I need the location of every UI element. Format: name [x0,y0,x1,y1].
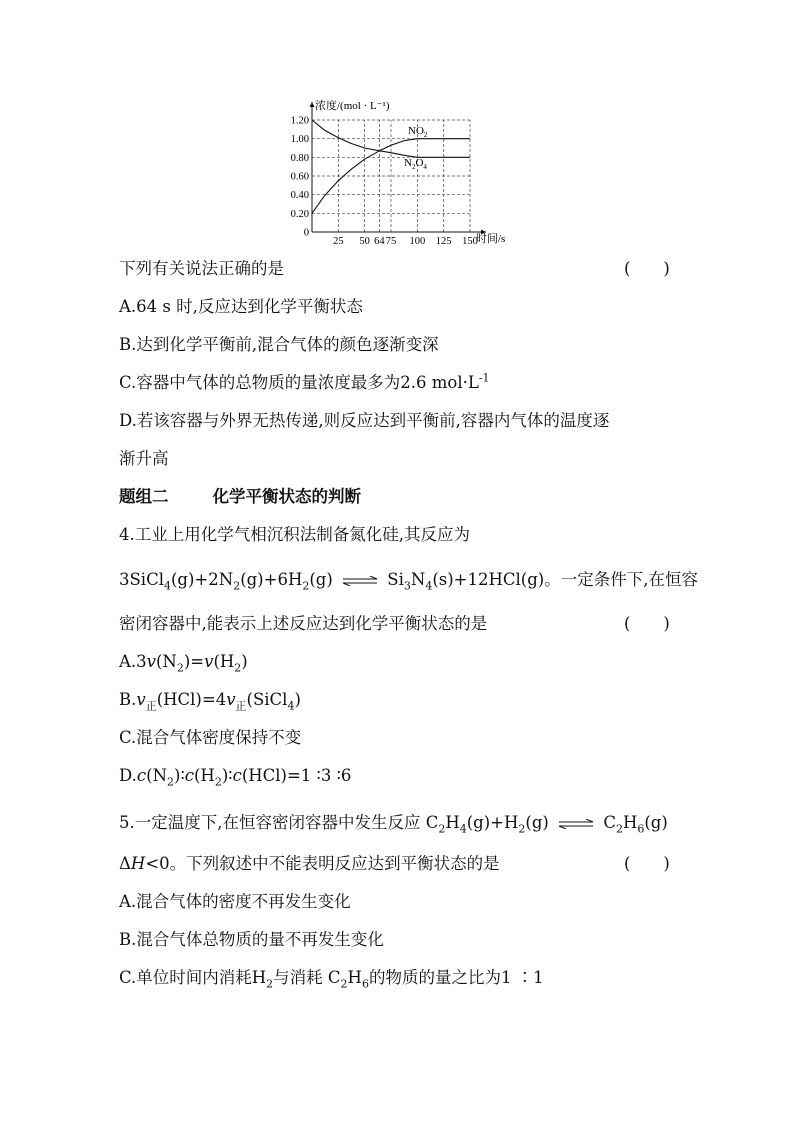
y-tick-label: 0.60 [290,171,309,183]
q5-option-c: C.单位时间内消耗$H_2$与消耗 $C_2H_6$的物质的量之比为1 ∶1 [119,968,544,991]
chart-ticks [291,116,478,247]
x-tick-label: 100 [409,236,426,246]
q4-stem: 4.工业上用化学气相沉积法制备氮化硅,其反应为 [119,525,470,544]
q5-answer-bracket: ( ) [624,854,670,873]
q4-answer-bracket: ( ) [624,614,670,633]
y-axis-label: 浓度/(mol · L⁻¹) [315,100,390,112]
n2o4-label: $N_2O_4$ [404,157,427,171]
x-tick-label: 50 [359,236,370,246]
y-tick-label: 0.80 [290,152,309,164]
y-tick-label: 0 [303,227,309,239]
y-tick-label: 0.40 [290,190,309,202]
no2-label: $NO_2$ [408,125,428,139]
y-tick-label: 1.00 [290,134,309,146]
y-tick-label: 1.20 [290,115,309,127]
q4-equation: $3SiCl_4(g)+2N_2(g)+6H_2(g)$ $Si_3N_4(s)+12HCl(g)$。一定条件下,在恒容 [119,570,698,593]
q5-option-b: B.混合气体总物质的量不再发生变化 [119,930,384,949]
y-axis-arrow-icon [310,102,315,107]
x-axis-label: 时间/s [476,233,506,245]
q3-option-b: B.达到化学平衡前,混合气体的颜色逐渐变深 [119,335,439,354]
q3-option-d: D.若该容器与外界无热传递,则反应达到平衡前,容器内气体的温度逐 [119,411,610,430]
q5-stem: 5.一定温度下,在恒容密闭容器中发生反应 $C_2H_4(g)+H_2(g)$ $C_2H_6(g)$ [119,813,668,836]
q3-option-c: C.容器中气体的总物质的量浓度最多为2.6 $mol\cdot L^{-1}$ [119,371,490,392]
q3-answer-bracket: ( ) [624,259,670,278]
q5-stem-cont: ΔH<0。下列叙述中不能表明反应达到平衡状态的是 [119,854,500,873]
q3-stem: 下列有关说法正确的是 [119,259,284,278]
x-tick-label: 150 [462,236,478,246]
equilibrium-arrow-icon [342,576,378,586]
q5-option-a: A.混合气体的密度不再发生变化 [119,892,351,911]
x-tick-label: 125 [435,236,452,246]
q4-option-d: $D.c(N_2)∶c(H_2)∶c(HCl)=1$ ∶3 ∶6 [119,766,352,789]
group-heading: 题组二 化学平衡状态的判断 [119,487,361,506]
y-tick-label: 0.20 [290,208,309,220]
q3-option-d-cont: 渐升高 [119,449,169,468]
chart-axes [310,102,487,235]
q4-option-b: $B.v_正(HCl)=4v_正(SiCl_4)$ [119,690,301,713]
x-tick-label: 75 [385,236,397,246]
q4-option-a: $A.3v(N_2)=v(H_2)$ [119,652,248,675]
equilibrium-arrow-icon [558,819,594,829]
x-tick-label: 25 [333,236,344,246]
q3-option-a: A.64 s 时,反应达到化学平衡状态 [119,297,363,316]
q4-stem-cont: 密闭容器中,能表示上述反应达到化学平衡状态的是 [119,614,488,633]
q4-option-c: C.混合气体密度保持不变 [119,728,302,747]
x-tick-label: 64 [374,236,385,246]
concentration-time-chart [282,96,512,246]
